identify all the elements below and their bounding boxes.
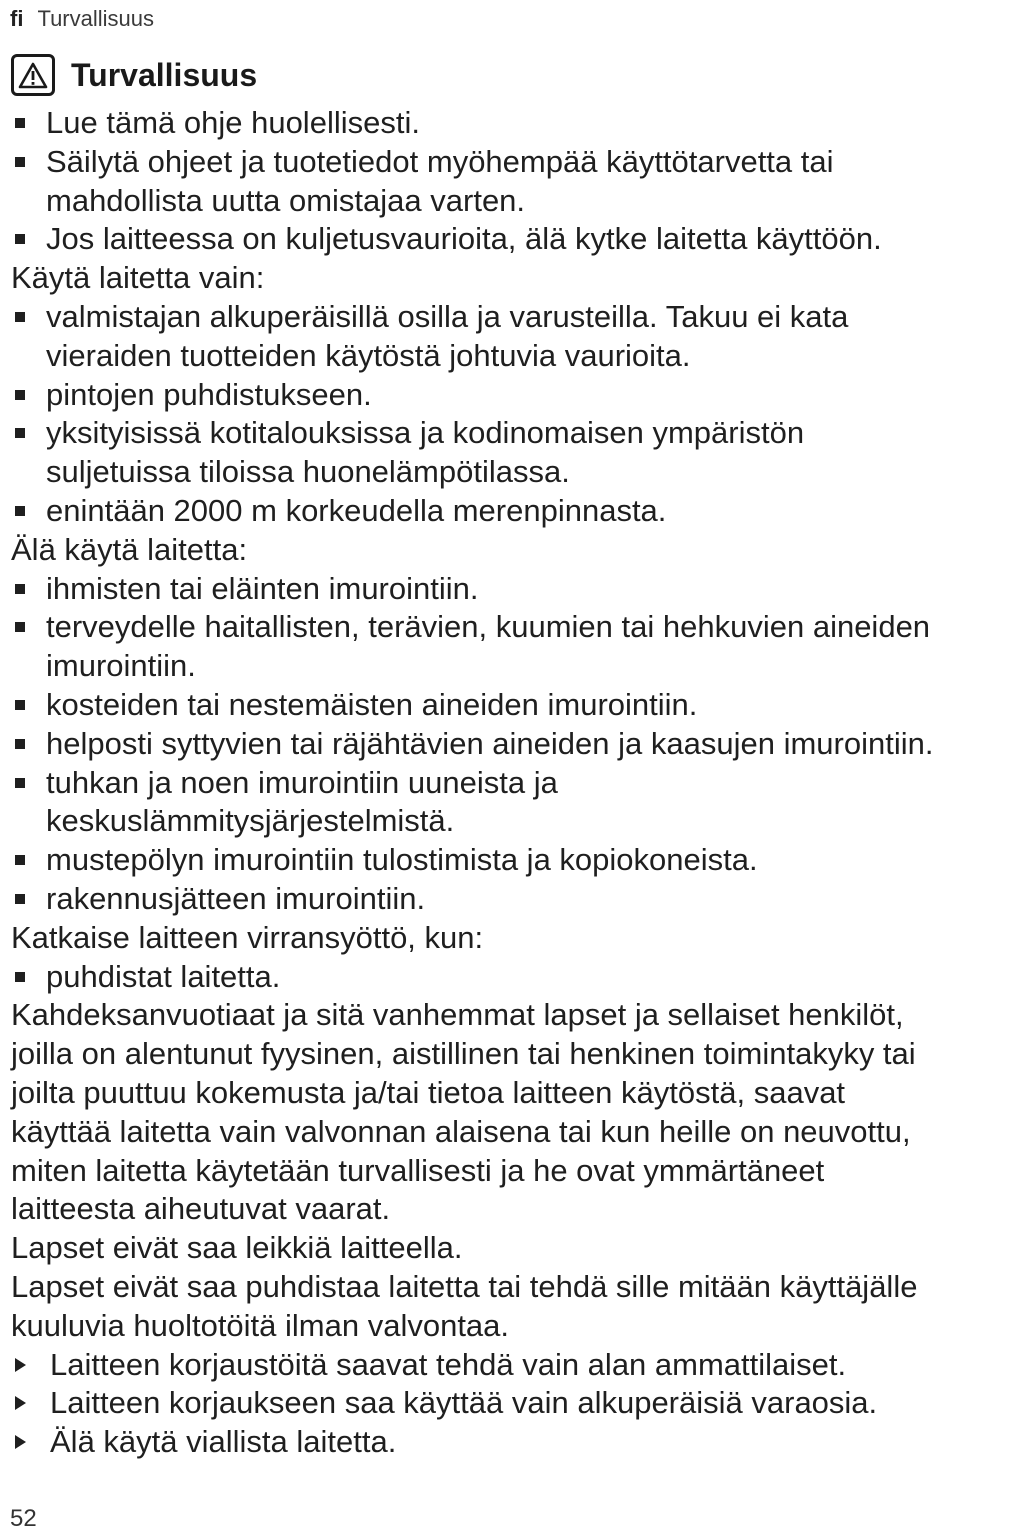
paragraph-line: Lapset eivät saa leikkiä laitteella. — [11, 1230, 463, 1266]
bullet-continuation: vieraiden tuotteiden käytöstä johtuvia vaurioita. — [46, 337, 691, 373]
paragraph-line: Lapset eivät saa puhdistaa laitetta tai tehdä sille mitään käyttäjälle — [11, 1268, 918, 1304]
bullet-item: helposti syttyvien tai räjähtävien aineiden ja kaasujen imurointiin. — [11, 725, 1025, 764]
bullet-item: yksityisissä kotitalouksissa ja kodinomaisen ympäristön — [11, 414, 1025, 453]
paragraph-line: Katkaise laitteen virransyöttö, kun: — [11, 919, 484, 955]
safety-text — [11, 104, 1025, 1462]
instruction-item: Älä käytä viallista laitetta. — [11, 1423, 1025, 1462]
instruction-item: Laitteen korjaustöitä saavat tehdä vain alan ammattilaiset. — [11, 1346, 1025, 1385]
bullet-item: puhdistat laitetta. — [11, 958, 1025, 997]
paragraph-line: Käytä laitetta vain: — [11, 260, 265, 296]
bullet-continuation: suljetuissa tiloissa huonelämpötilassa. — [46, 454, 570, 490]
paragraph-line: joilta puuttuu kokemusta ja/tai tietoa laitteen käytöstä, saavat — [11, 1074, 846, 1110]
paragraph-line: miten laitetta käytetään turvallisesti ja he ovat ymmärtäneet — [11, 1152, 825, 1188]
bullet-item: terveydelle haitallisten, terävien, kuumien tai hehkuvien aineiden — [11, 608, 1025, 647]
bullet-item: kosteiden tai nestemäisten aineiden imurointiin. — [11, 686, 1025, 725]
running-header — [10, 6, 154, 32]
bullet-item: Jos laitteessa on kuljetusvaurioita, älä kytke laitetta käyttöön. — [11, 220, 1025, 259]
page-title: Turvallisuus — [71, 56, 258, 93]
bullet-item: valmistajan alkuperäisillä osilla ja varusteilla. Takuu ei kata — [11, 298, 1025, 337]
bullet-item: tuhkan ja noen imurointiin uuneista ja — [11, 764, 1025, 803]
section-heading — [11, 54, 257, 96]
bullet-item: rakennusjätteen imurointiin. — [11, 880, 1025, 919]
bullet-continuation: imurointiin. — [46, 648, 196, 684]
paragraph-line: laitteesta aiheutuvat vaarat. — [11, 1191, 391, 1227]
header-section: Turvallisuus — [37, 6, 155, 31]
bullet-item: pintojen puhdistukseen. — [11, 376, 1025, 415]
bullet-item: ihmisten tai eläinten imurointiin. — [11, 570, 1025, 609]
page-number: 52 — [10, 1505, 37, 1532]
warning-icon — [11, 54, 55, 96]
paragraph-line: käyttää laitetta vain valvonnan alaisena tai kun heille on neuvottu, — [11, 1113, 911, 1149]
bullet-item: enintään 2000 m korkeudella merenpinnasta. — [11, 492, 1025, 531]
language-code: fi — [10, 6, 24, 31]
instruction-item: Laitteen korjaukseen saa käyttää vain alkuperäisiä varaosia. — [11, 1384, 1025, 1423]
bullet-item: Säilytä ohjeet ja tuotetiedot myöhempää käyttötarvetta tai — [11, 143, 1025, 182]
bullet-continuation: keskuslämmitysjärjestelmistä. — [46, 803, 455, 839]
paragraph-line: Kahdeksanvuotiaat ja sitä vanhemmat lapset ja sellaiset henkilöt, — [11, 997, 904, 1033]
bullet-item: Lue tämä ohje huolellisesti. — [11, 104, 1025, 143]
bullet-continuation: mahdollista uutta omistajaa varten. — [46, 182, 526, 218]
paragraph-line: joilla on alentunut fyysinen, aistillinen tai henkinen toimintakyky tai — [11, 1036, 916, 1072]
bullet-item: mustepölyn imurointiin tulostimista ja kopiokoneista. — [11, 841, 1025, 880]
paragraph-line: kuuluvia huoltotöitä ilman valvontaa. — [11, 1307, 510, 1343]
paragraph-line: Älä käytä laitetta: — [11, 531, 248, 567]
